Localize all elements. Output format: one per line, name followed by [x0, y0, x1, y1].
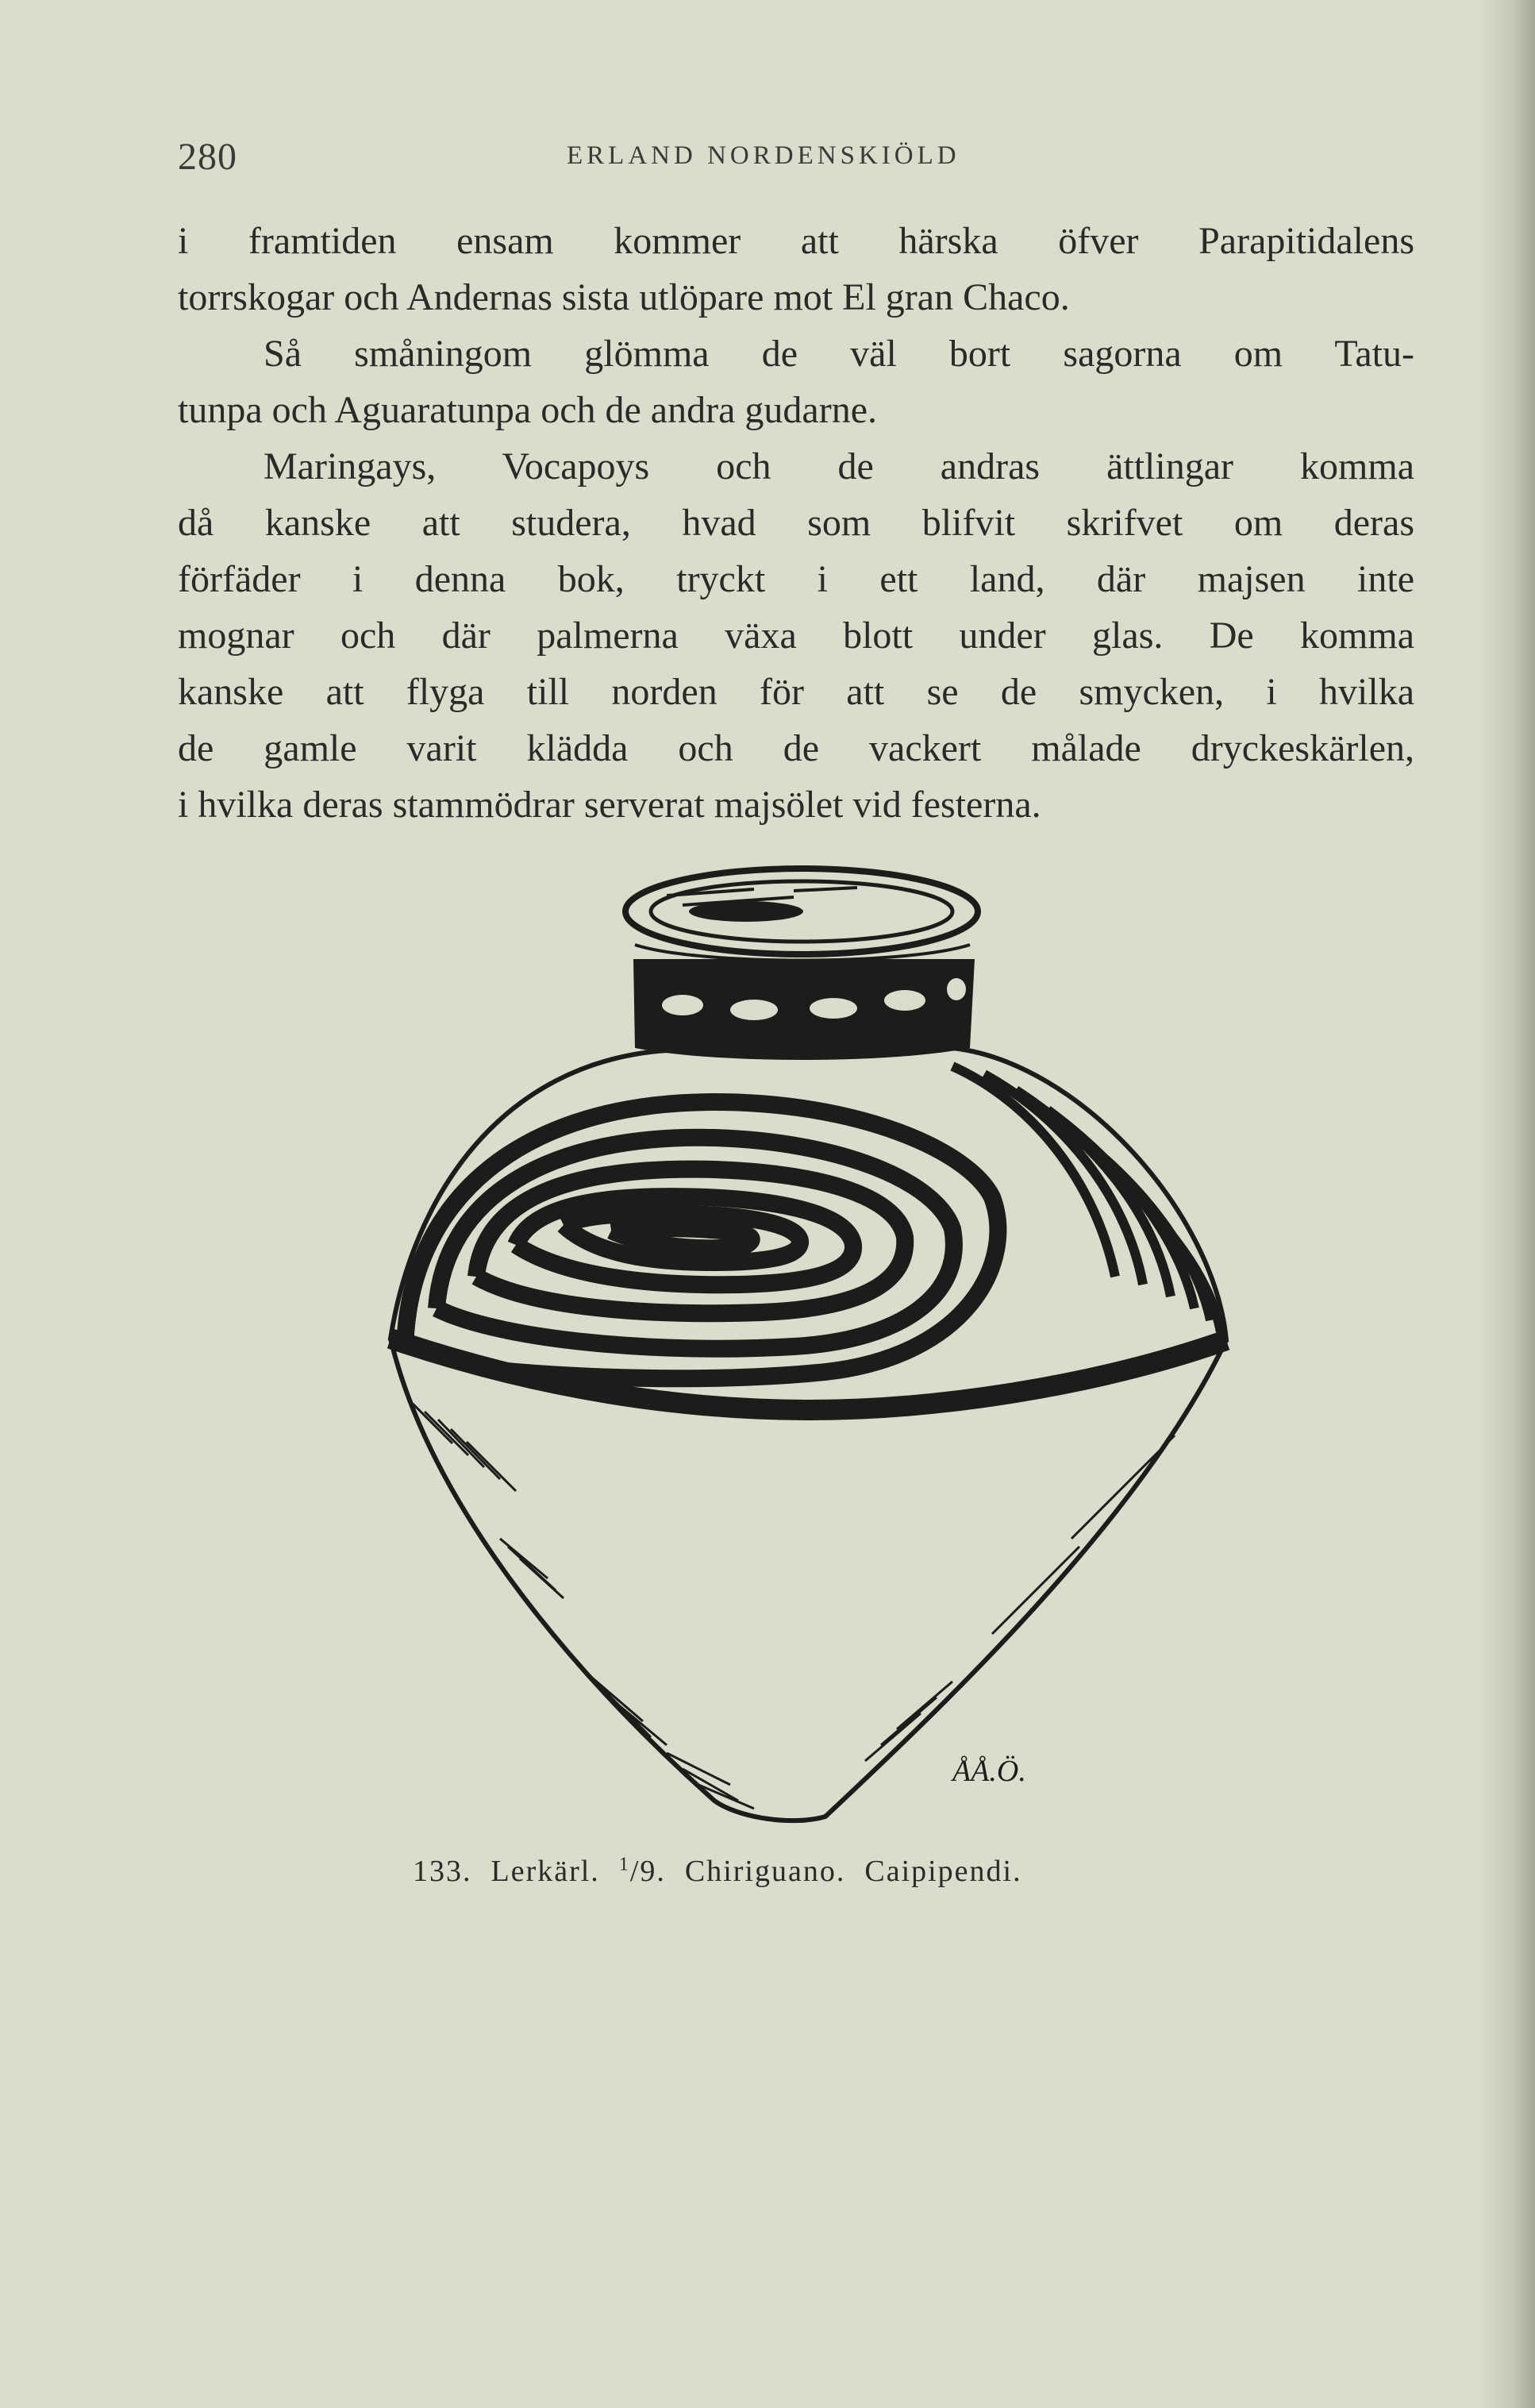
- text-line: kanske att flyga till norden för att se de smycken, i hvilka: [178, 671, 1414, 713]
- text-line: mognar och där palmerna växa blott under glas. De komma: [178, 615, 1414, 657]
- artist-signature: ÅÅ.Ö.: [952, 1755, 1026, 1788]
- text-line: tunpa och Aguaratunpa och de andra gudarne.: [178, 389, 877, 431]
- text-line: då kanske att studera, hvad som blifvit skrifvet om deras: [178, 502, 1414, 544]
- text-line: de gamle varit klädda och de vackert målade dryckeskärlen,: [178, 727, 1414, 769]
- figure-caption: [413, 1854, 1041, 1889]
- clay-vessel-illustration: [381, 864, 1238, 1840]
- page-number: 280: [178, 136, 237, 178]
- running-head: ERLAND NORDENSKIÖLD: [567, 141, 960, 170]
- text-line: i framtiden ensam kommer att härska öfver Parapitidalens: [178, 220, 1414, 262]
- paragraph-2: [178, 326, 1414, 438]
- text-line: i hvilka deras stammödrar serverat majsölet vid festerna.: [178, 784, 1041, 826]
- text-line: förfäder i denna bok, tryckt i ett land, där majsen inte: [178, 558, 1414, 600]
- paragraph-3: [178, 438, 1414, 833]
- text-line: torrskogar och Andernas sista utlöpare mot El gran Chaco.: [178, 276, 1070, 318]
- text-line: Maringays, Vocapoys och de andras ättlingar komma: [264, 445, 1414, 487]
- figure-place: Caipipendi.: [864, 1855, 1022, 1888]
- figure-scale: $^1$/9.: [618, 1854, 666, 1888]
- page-edge-shadow: [1479, 0, 1535, 2408]
- figure-people: Chiriguano.: [684, 1855, 846, 1888]
- figure-title: Lerkärl.: [491, 1855, 600, 1888]
- figure-number: 133.: [413, 1855, 472, 1888]
- text-line: Så småningom glömma de väl bort sagorna om Tatu-: [264, 333, 1414, 375]
- paragraph-1: [178, 213, 1414, 326]
